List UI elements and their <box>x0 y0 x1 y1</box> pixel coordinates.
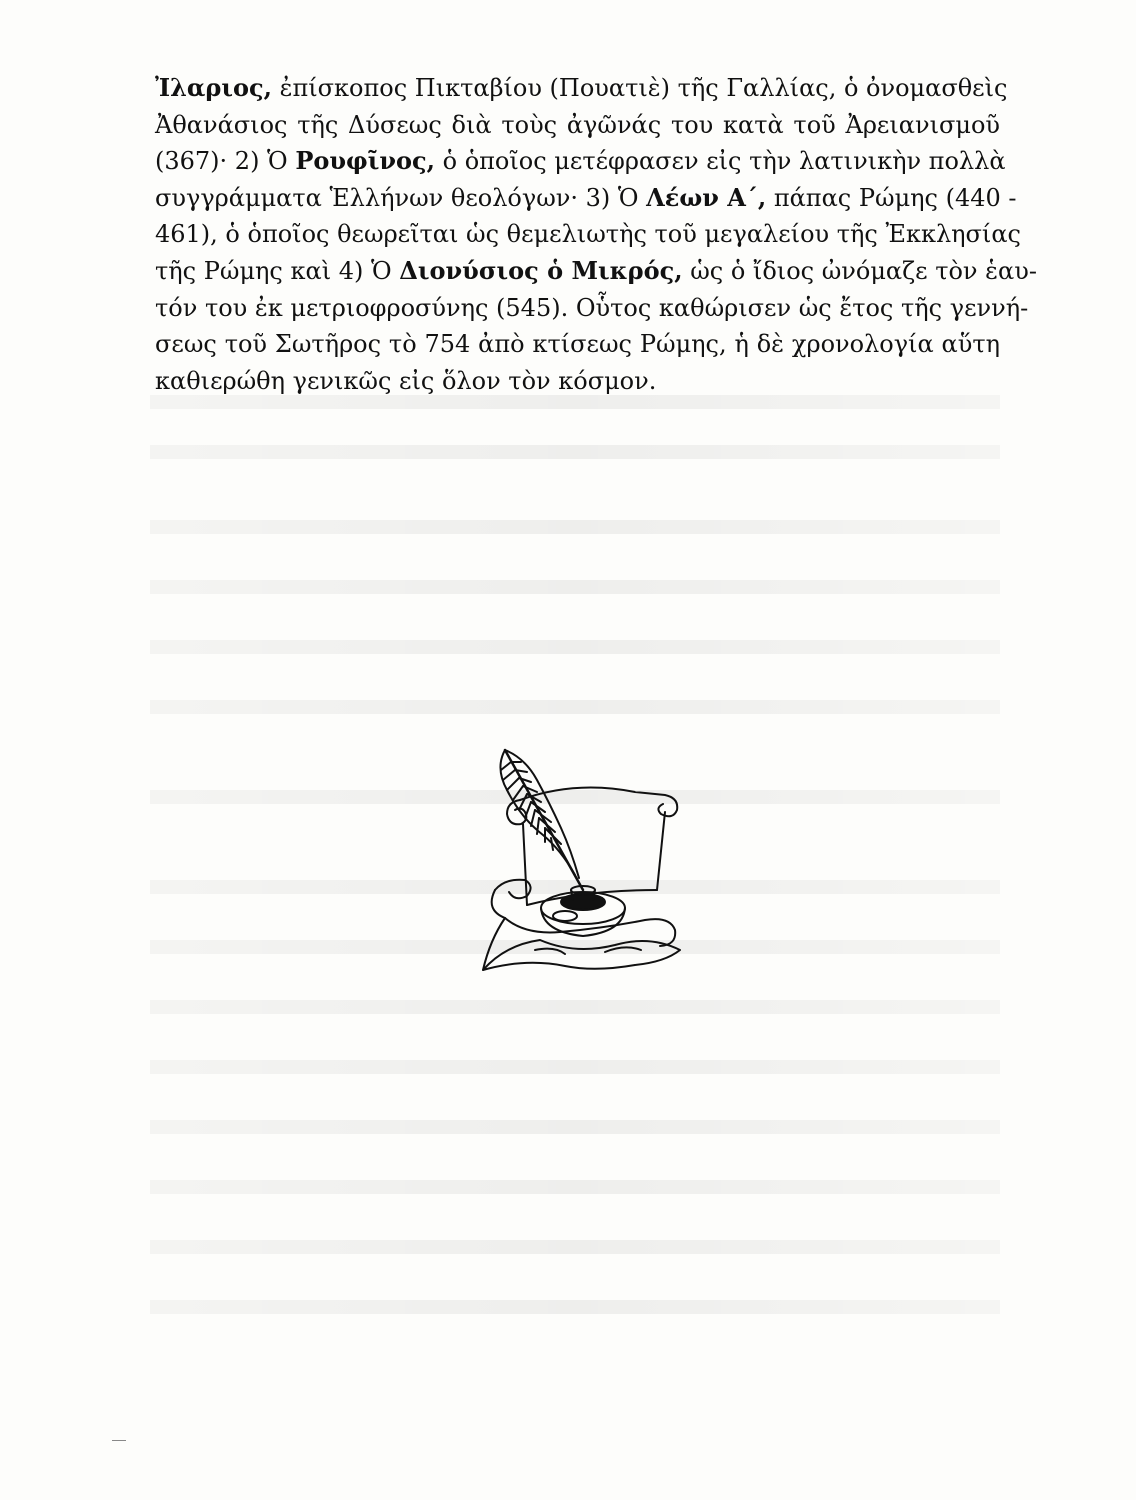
text-line <box>155 107 1000 144</box>
text-run: συγγράμματα Ἑλλήνων θεολόγων· 3) Ὁ <box>155 183 647 212</box>
text-line <box>155 70 1008 107</box>
text-run: (367)· 2) Ὁ <box>155 147 296 176</box>
show-through-texture <box>150 1120 1000 1134</box>
show-through-texture <box>150 700 1000 714</box>
text-run: ὡς ὁ ἴδιος ὠνόμαζε τὸν ἑαυ- <box>682 256 1037 285</box>
bold-name: Ρουφῖνος, <box>295 146 435 176</box>
text-line <box>155 253 1037 290</box>
text-run: τόν του ἐκ μετριοφροσύνης (545). Οὗτος καθώρισεν ὡς ἔτος τῆς γεννή- <box>155 293 1029 322</box>
show-through-texture <box>150 640 1000 654</box>
text-run: Ἀθανάσιος τῆς Δύσεως διὰ τοὺς ἀγῶνάς του κατὰ τοῦ Ἀρειανισμοῦ <box>155 110 1000 139</box>
show-through-texture <box>150 445 1000 459</box>
text-run: καθιερώθη γενικῶς εἰς ὅλον τὸν κόσμον. <box>155 366 657 395</box>
bold-name: Διονύσιος ὁ Μικρός, <box>399 255 683 285</box>
body-paragraph <box>155 70 1037 399</box>
text-run: πάπας Ρώμης (440 - <box>766 183 1017 212</box>
show-through-texture <box>150 1180 1000 1194</box>
show-through-texture <box>150 1060 1000 1074</box>
text-run: 461), ὁ ὁποῖος θεωρεῖται ὡς θεμελιωτὴς τοῦ μεγαλείου τῆς Ἐκκλησίας <box>155 220 1021 249</box>
show-through-texture <box>150 520 1000 534</box>
page-edge-mark <box>112 1440 126 1441</box>
show-through-texture <box>150 1300 1000 1314</box>
text-line <box>155 180 1017 217</box>
text-run: ἐπίσκοπος Πικταβίου (Πουατιὲ) τῆς Γαλλίας, ὁ ὀνομασθεὶς <box>271 74 1008 102</box>
text-line <box>155 290 1029 327</box>
show-through-texture <box>150 580 1000 594</box>
show-through-texture <box>150 1000 1000 1014</box>
bold-name: Ἰλαριος, <box>155 73 272 102</box>
text-run: ὁ ὁποῖος μετέφρασεν εἰς τὴν λατινικὴν πολλὰ <box>434 147 1006 176</box>
text-run: τῆς Ρώμης καὶ 4) Ὁ <box>155 256 400 285</box>
quill-inkwell-scroll-ornament <box>465 740 695 980</box>
text-line <box>155 216 1021 253</box>
show-through-texture <box>150 1240 1000 1254</box>
text-run: σεως τοῦ Σωτῆρος τὸ 754 ἀπὸ κτίσεως Ρώμης, ἡ δὲ χρονολογία αὕτη <box>155 330 1000 359</box>
text-line <box>155 143 1006 180</box>
text-line <box>155 326 1000 363</box>
text-line <box>155 363 1000 400</box>
bold-name: Λέων Α΄, <box>646 182 767 212</box>
